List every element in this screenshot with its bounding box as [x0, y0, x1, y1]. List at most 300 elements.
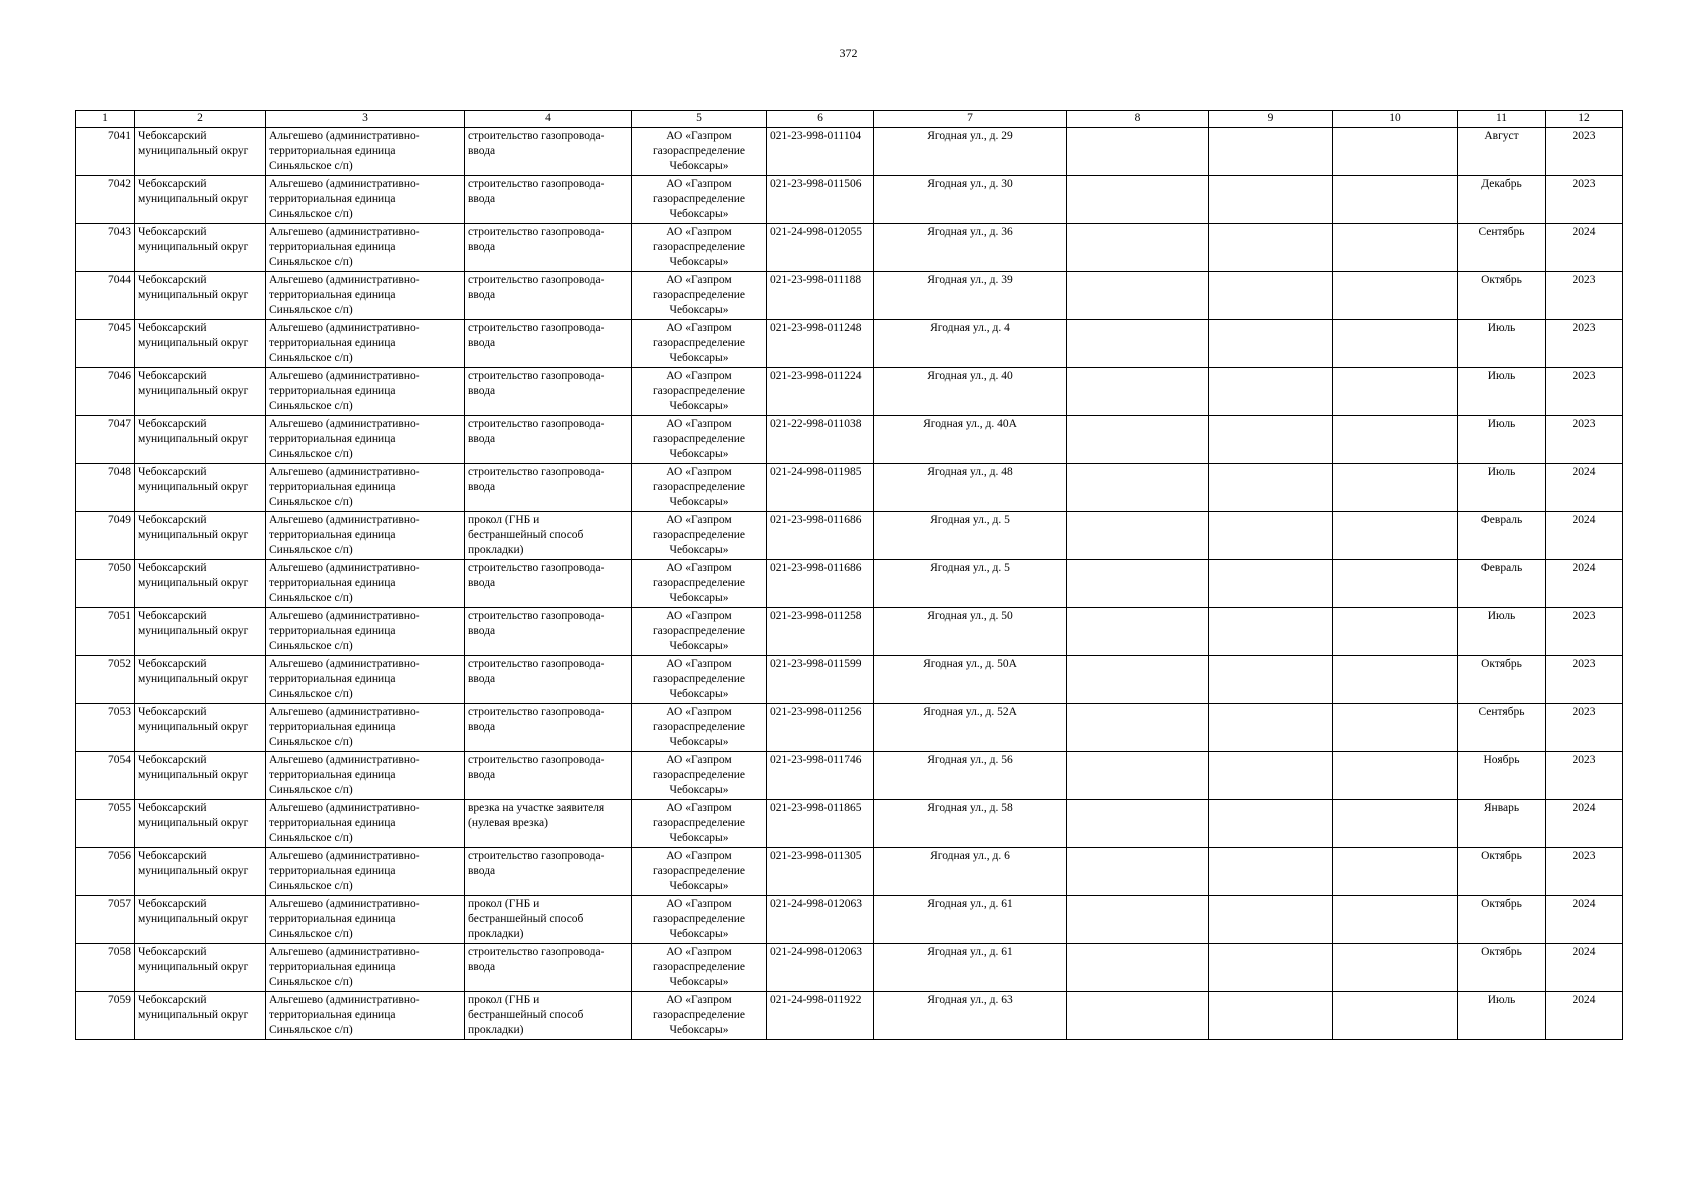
settlement-cell [266, 416, 465, 464]
settlement-cell [266, 896, 465, 944]
settlement-cell [266, 128, 465, 176]
organization-cell-line: Чебоксары» [669, 928, 729, 940]
district-cell-line: муниципальный округ [138, 961, 249, 973]
year-cell: 2023 [1546, 416, 1623, 464]
empty-cell [1067, 704, 1209, 752]
empty-cell [1067, 320, 1209, 368]
year-cell: 2023 [1546, 848, 1623, 896]
empty-cell [1209, 704, 1333, 752]
organization-cell-line: Чебоксары» [669, 448, 729, 460]
settlement-cell-line: Альгешево (административно- [269, 562, 420, 574]
work-type-cell-line: ввода [468, 577, 496, 589]
address-cell: Ягодная ул., д. 40 [874, 368, 1067, 416]
settlement-cell-line: Синьяльское с/п) [269, 1024, 353, 1036]
settlement-cell-line: территориальная единица [269, 481, 396, 493]
settlement-cell-line: территориальная единица [269, 529, 396, 541]
district-cell [135, 992, 266, 1040]
work-type-cell [465, 848, 632, 896]
district-cell-line: Чебоксарский [138, 994, 207, 1006]
work-type-cell-line: ввода [468, 673, 496, 685]
organization-cell-line: газораспределение [652, 145, 746, 157]
organization-cell [632, 176, 767, 224]
organization-cell-line: газораспределение [652, 337, 746, 349]
empty-cell [1209, 512, 1333, 560]
row-number-cell: 7043 [76, 224, 135, 272]
district-cell-line: муниципальный округ [138, 241, 249, 253]
page-number: 372 [839, 46, 858, 60]
district-cell-line: Чебоксарский [138, 370, 207, 382]
row-number-cell: 7049 [76, 512, 135, 560]
settlement-cell-line: Синьяльское с/п) [269, 352, 353, 364]
work-type-cell-line: ввода [468, 385, 496, 397]
empty-cell [1067, 896, 1209, 944]
work-type-cell-line: строительство газопровода- [468, 322, 605, 334]
empty-cell [1209, 128, 1333, 176]
work-type-cell-line: (нулевая врезка) [468, 817, 548, 829]
empty-cell [1209, 464, 1333, 512]
address-cell: Ягодная ул., д. 61 [874, 896, 1067, 944]
organization-cell [632, 464, 767, 512]
district-cell-line: муниципальный округ [138, 865, 249, 877]
empty-cell [1209, 416, 1333, 464]
district-cell-line: муниципальный округ [138, 385, 249, 397]
district-cell [135, 224, 266, 272]
year-cell: 2023 [1546, 128, 1623, 176]
organization-cell-line: Чебоксары» [669, 784, 729, 796]
empty-cell [1209, 368, 1333, 416]
table-row [76, 512, 1623, 560]
year-cell: 2023 [1546, 752, 1623, 800]
settlement-cell [266, 320, 465, 368]
organization-cell-line: АО «Газпром [666, 130, 732, 142]
year-cell: 2023 [1546, 656, 1623, 704]
empty-cell [1333, 560, 1458, 608]
organization-cell-line: Чебоксары» [669, 976, 729, 988]
work-type-cell [465, 224, 632, 272]
empty-cell [1209, 176, 1333, 224]
work-type-cell [465, 560, 632, 608]
year-cell: 2024 [1546, 992, 1623, 1040]
empty-cell [1333, 800, 1458, 848]
district-cell-line: Чебоксарский [138, 514, 207, 526]
month-cell: Февраль [1458, 512, 1546, 560]
settlement-cell-line: Альгешево (административно- [269, 898, 420, 910]
work-type-cell [465, 320, 632, 368]
organization-cell [632, 800, 767, 848]
year-cell: 2024 [1546, 464, 1623, 512]
organization-cell-line: Чебоксары» [669, 880, 729, 892]
year-cell: 2023 [1546, 608, 1623, 656]
settlement-cell-line: Синьяльское с/п) [269, 256, 353, 268]
work-type-cell [465, 656, 632, 704]
month-cell: Июль [1458, 320, 1546, 368]
work-type-cell-line: строительство газопровода- [468, 130, 605, 142]
empty-cell [1067, 800, 1209, 848]
organization-cell-line: Чебоксары» [669, 544, 729, 556]
work-type-cell [465, 752, 632, 800]
organization-cell-line: газораспределение [652, 289, 746, 301]
month-cell: Октябрь [1458, 944, 1546, 992]
district-cell-line: муниципальный округ [138, 817, 249, 829]
address-cell: Ягодная ул., д. 56 [874, 752, 1067, 800]
organization-cell-line: Чебоксары» [669, 208, 729, 220]
district-cell-line: Чебоксарский [138, 418, 207, 430]
organization-cell-line: газораспределение [652, 481, 746, 493]
district-cell [135, 512, 266, 560]
address-cell: Ягодная ул., д. 5 [874, 512, 1067, 560]
header-cell: 2 [135, 111, 266, 128]
header-cell: 11 [1458, 111, 1546, 128]
organization-cell-line: АО «Газпром [666, 754, 732, 766]
address-cell: Ягодная ул., д. 4 [874, 320, 1067, 368]
work-type-cell [465, 176, 632, 224]
organization-cell [632, 896, 767, 944]
district-cell-line: Чебоксарский [138, 274, 207, 286]
address-cell: Ягодная ул., д. 40А [874, 416, 1067, 464]
application-number-cell: 021-24-998-011985 [767, 464, 874, 512]
district-cell [135, 272, 266, 320]
organization-cell-line: газораспределение [652, 193, 746, 205]
settlement-cell-line: Синьяльское с/п) [269, 928, 353, 940]
settlement-cell [266, 656, 465, 704]
district-cell [135, 464, 266, 512]
settlement-cell-line: Альгешево (административно- [269, 226, 420, 238]
settlement-cell-line: территориальная единица [269, 241, 396, 253]
organization-cell [632, 848, 767, 896]
row-number-cell: 7046 [76, 368, 135, 416]
organization-cell-line: Чебоксары» [669, 400, 729, 412]
settlement-cell-line: территориальная единица [269, 289, 396, 301]
month-cell: Январь [1458, 800, 1546, 848]
organization-cell-line: газораспределение [652, 769, 746, 781]
work-type-cell-line: бестраншейный способ [468, 529, 584, 541]
work-type-cell-line: прокол (ГНБ и [468, 898, 540, 910]
work-type-cell [465, 944, 632, 992]
settlement-cell-line: территориальная единица [269, 433, 396, 445]
organization-cell [632, 368, 767, 416]
organization-cell-line: АО «Газпром [666, 562, 732, 574]
district-cell-line: Чебоксарский [138, 562, 207, 574]
application-number-cell: 021-22-998-011038 [767, 416, 874, 464]
organization-cell [632, 416, 767, 464]
empty-cell [1067, 128, 1209, 176]
district-cell-line: Чебоксарский [138, 322, 207, 334]
empty-cell [1067, 272, 1209, 320]
district-cell-line: Чебоксарский [138, 898, 207, 910]
work-type-cell-line: ввода [468, 289, 496, 301]
address-cell: Ягодная ул., д. 61 [874, 944, 1067, 992]
address-cell: Ягодная ул., д. 48 [874, 464, 1067, 512]
month-cell: Октябрь [1458, 896, 1546, 944]
settlement-cell-line: Синьяльское с/п) [269, 880, 353, 892]
settlement-cell-line: Синьяльское с/п) [269, 976, 353, 988]
table-row [76, 896, 1623, 944]
organization-cell-line: Чебоксары» [669, 592, 729, 604]
empty-cell [1209, 992, 1333, 1040]
empty-cell [1333, 848, 1458, 896]
empty-cell [1333, 416, 1458, 464]
application-number-cell: 021-23-998-011258 [767, 608, 874, 656]
settlement-cell [266, 464, 465, 512]
settlement-cell-line: Синьяльское с/п) [269, 448, 353, 460]
district-cell-line: муниципальный округ [138, 673, 249, 685]
district-cell-line: Чебоксарский [138, 802, 207, 814]
table-header [76, 111, 1623, 128]
settlement-cell-line: Альгешево (административно- [269, 418, 420, 430]
organization-cell-line: АО «Газпром [666, 274, 732, 286]
settlement-cell-line: территориальная единица [269, 865, 396, 877]
settlement-cell-line: Синьяльское с/п) [269, 304, 353, 316]
empty-cell [1067, 512, 1209, 560]
work-type-cell-line: бестраншейный способ [468, 1009, 584, 1021]
row-number-cell: 7053 [76, 704, 135, 752]
work-type-cell-line: строительство газопровода- [468, 178, 605, 190]
empty-cell [1067, 224, 1209, 272]
empty-cell [1209, 272, 1333, 320]
empty-cell [1067, 752, 1209, 800]
empty-cell [1333, 272, 1458, 320]
header-cell: 3 [266, 111, 465, 128]
empty-cell [1333, 752, 1458, 800]
work-type-cell [465, 368, 632, 416]
organization-cell-line: газораспределение [652, 433, 746, 445]
organization-cell-line: Чебоксары» [669, 304, 729, 316]
district-cell [135, 752, 266, 800]
organization-cell-line: газораспределение [652, 865, 746, 877]
month-cell: Октябрь [1458, 656, 1546, 704]
empty-cell [1333, 224, 1458, 272]
settlement-cell [266, 224, 465, 272]
organization-cell-line: Чебоксары» [669, 256, 729, 268]
month-cell: Февраль [1458, 560, 1546, 608]
settlement-cell-line: Альгешево (административно- [269, 994, 420, 1006]
month-cell: Июль [1458, 416, 1546, 464]
settlement-cell-line: Синьяльское с/п) [269, 400, 353, 412]
settlement-cell [266, 608, 465, 656]
work-type-cell-line: ввода [468, 961, 496, 973]
organization-cell-line: АО «Газпром [666, 706, 732, 718]
register-table [75, 110, 1623, 1040]
organization-cell-line: АО «Газпром [666, 610, 732, 622]
empty-cell [1333, 944, 1458, 992]
table-row [76, 176, 1623, 224]
month-cell: Июль [1458, 608, 1546, 656]
address-cell: Ягодная ул., д. 5 [874, 560, 1067, 608]
address-cell: Ягодная ул., д. 36 [874, 224, 1067, 272]
organization-cell-line: АО «Газпром [666, 418, 732, 430]
organization-cell-line: АО «Газпром [666, 802, 732, 814]
district-cell [135, 128, 266, 176]
district-cell-line: Чебоксарский [138, 754, 207, 766]
work-type-cell [465, 992, 632, 1040]
row-number-cell: 7041 [76, 128, 135, 176]
organization-cell-line: газораспределение [652, 817, 746, 829]
table-row [76, 368, 1623, 416]
organization-cell-line: газораспределение [652, 913, 746, 925]
work-type-cell-line: прокол (ГНБ и [468, 994, 540, 1006]
header-cell: 9 [1209, 111, 1333, 128]
work-type-cell-line: врезка на участке заявителя [468, 802, 605, 814]
empty-cell [1333, 320, 1458, 368]
application-number-cell: 021-23-998-011305 [767, 848, 874, 896]
work-type-cell-line: ввода [468, 625, 496, 637]
organization-cell-line: АО «Газпром [666, 466, 732, 478]
table-row [76, 272, 1623, 320]
district-cell-line: Чебоксарский [138, 850, 207, 862]
settlement-cell-line: Альгешево (административно- [269, 178, 420, 190]
month-cell: Июль [1458, 368, 1546, 416]
address-cell: Ягодная ул., д. 29 [874, 128, 1067, 176]
work-type-cell [465, 608, 632, 656]
header-cell: 4 [465, 111, 632, 128]
table-row [76, 416, 1623, 464]
row-number-cell: 7050 [76, 560, 135, 608]
organization-cell [632, 704, 767, 752]
district-cell [135, 656, 266, 704]
district-cell-line: Чебоксарский [138, 178, 207, 190]
table-row [76, 224, 1623, 272]
row-number-cell: 7059 [76, 992, 135, 1040]
work-type-cell [465, 800, 632, 848]
application-number-cell: 021-24-998-012063 [767, 944, 874, 992]
table-row [76, 800, 1623, 848]
address-cell: Ягодная ул., д. 30 [874, 176, 1067, 224]
empty-cell [1067, 368, 1209, 416]
organization-cell-line: Чебоксары» [669, 736, 729, 748]
settlement-cell-line: Синьяльское с/п) [269, 160, 353, 172]
organization-cell-line: АО «Газпром [666, 322, 732, 334]
work-type-cell-line: ввода [468, 433, 496, 445]
organization-cell-line: АО «Газпром [666, 658, 732, 670]
work-type-cell [465, 272, 632, 320]
settlement-cell-line: территориальная единица [269, 817, 396, 829]
settlement-cell-line: Альгешево (административно- [269, 514, 420, 526]
work-type-cell-line: прокол (ГНБ и [468, 514, 540, 526]
work-type-cell-line: строительство газопровода- [468, 706, 605, 718]
district-cell-line: Чебоксарский [138, 610, 207, 622]
application-number-cell: 021-23-998-011865 [767, 800, 874, 848]
empty-cell [1067, 608, 1209, 656]
district-cell-line: муниципальный округ [138, 769, 249, 781]
settlement-cell-line: территориальная единица [269, 769, 396, 781]
work-type-cell-line: ввода [468, 865, 496, 877]
application-number-cell: 021-23-998-011248 [767, 320, 874, 368]
settlement-cell [266, 176, 465, 224]
year-cell: 2024 [1546, 560, 1623, 608]
empty-cell [1209, 800, 1333, 848]
district-cell [135, 416, 266, 464]
header-cell: 1 [76, 111, 135, 128]
work-type-cell-line: прокладки) [468, 928, 524, 940]
row-number-cell: 7055 [76, 800, 135, 848]
district-cell-line: муниципальный округ [138, 337, 249, 349]
district-cell-line: муниципальный округ [138, 193, 249, 205]
district-cell-line: Чебоксарский [138, 130, 207, 142]
organization-cell-line: газораспределение [652, 673, 746, 685]
empty-cell [1067, 992, 1209, 1040]
district-cell-line: Чебоксарский [138, 946, 207, 958]
work-type-cell-line: ввода [468, 145, 496, 157]
row-number-cell: 7057 [76, 896, 135, 944]
organization-cell [632, 656, 767, 704]
table-body [76, 128, 1623, 1040]
settlement-cell [266, 800, 465, 848]
settlement-cell-line: Синьяльское с/п) [269, 640, 353, 652]
empty-cell [1333, 608, 1458, 656]
address-cell: Ягодная ул., д. 58 [874, 800, 1067, 848]
district-cell-line: муниципальный округ [138, 913, 249, 925]
header-cell: 8 [1067, 111, 1209, 128]
year-cell: 2024 [1546, 800, 1623, 848]
address-cell: Ягодная ул., д. 39 [874, 272, 1067, 320]
row-number-cell: 7054 [76, 752, 135, 800]
settlement-cell-line: Синьяльское с/п) [269, 496, 353, 508]
work-type-cell-line: строительство газопровода- [468, 562, 605, 574]
organization-cell [632, 992, 767, 1040]
empty-cell [1333, 464, 1458, 512]
month-cell: Октябрь [1458, 848, 1546, 896]
district-cell [135, 944, 266, 992]
table-row [76, 848, 1623, 896]
empty-cell [1209, 944, 1333, 992]
district-cell-line: муниципальный округ [138, 529, 249, 541]
empty-cell [1333, 992, 1458, 1040]
organization-cell-line: газораспределение [652, 241, 746, 253]
district-cell-line: Чебоксарский [138, 466, 207, 478]
settlement-cell-line: Синьяльское с/п) [269, 208, 353, 220]
work-type-cell-line: ввода [468, 337, 496, 349]
empty-cell [1209, 656, 1333, 704]
organization-cell [632, 560, 767, 608]
work-type-cell-line: прокладки) [468, 1024, 524, 1036]
district-cell-line: муниципальный округ [138, 481, 249, 493]
year-cell: 2024 [1546, 224, 1623, 272]
row-number-cell: 7056 [76, 848, 135, 896]
empty-cell [1209, 896, 1333, 944]
settlement-cell [266, 944, 465, 992]
settlement-cell-line: Синьяльское с/п) [269, 592, 353, 604]
work-type-cell [465, 896, 632, 944]
organization-cell [632, 128, 767, 176]
organization-cell-line: Чебоксары» [669, 160, 729, 172]
application-number-cell: 021-24-998-011922 [767, 992, 874, 1040]
address-cell: Ягодная ул., д. 52А [874, 704, 1067, 752]
header-cell: 6 [767, 111, 874, 128]
table-row [76, 128, 1623, 176]
district-cell [135, 320, 266, 368]
settlement-cell-line: территориальная единица [269, 721, 396, 733]
district-cell [135, 704, 266, 752]
settlement-cell-line: Альгешево (административно- [269, 706, 420, 718]
district-cell [135, 608, 266, 656]
organization-cell-line: АО «Газпром [666, 994, 732, 1006]
application-number-cell: 021-23-998-011599 [767, 656, 874, 704]
settlement-cell-line: Синьяльское с/п) [269, 544, 353, 556]
district-cell [135, 560, 266, 608]
row-number-cell: 7042 [76, 176, 135, 224]
work-type-cell-line: строительство газопровода- [468, 418, 605, 430]
organization-cell-line: АО «Газпром [666, 898, 732, 910]
row-number-cell: 7052 [76, 656, 135, 704]
organization-cell [632, 320, 767, 368]
address-cell: Ягодная ул., д. 50 [874, 608, 1067, 656]
empty-cell [1067, 656, 1209, 704]
settlement-cell-line: Альгешево (административно- [269, 658, 420, 670]
organization-cell-line: Чебоксары» [669, 1024, 729, 1036]
empty-cell [1067, 560, 1209, 608]
district-cell [135, 368, 266, 416]
empty-cell [1333, 656, 1458, 704]
